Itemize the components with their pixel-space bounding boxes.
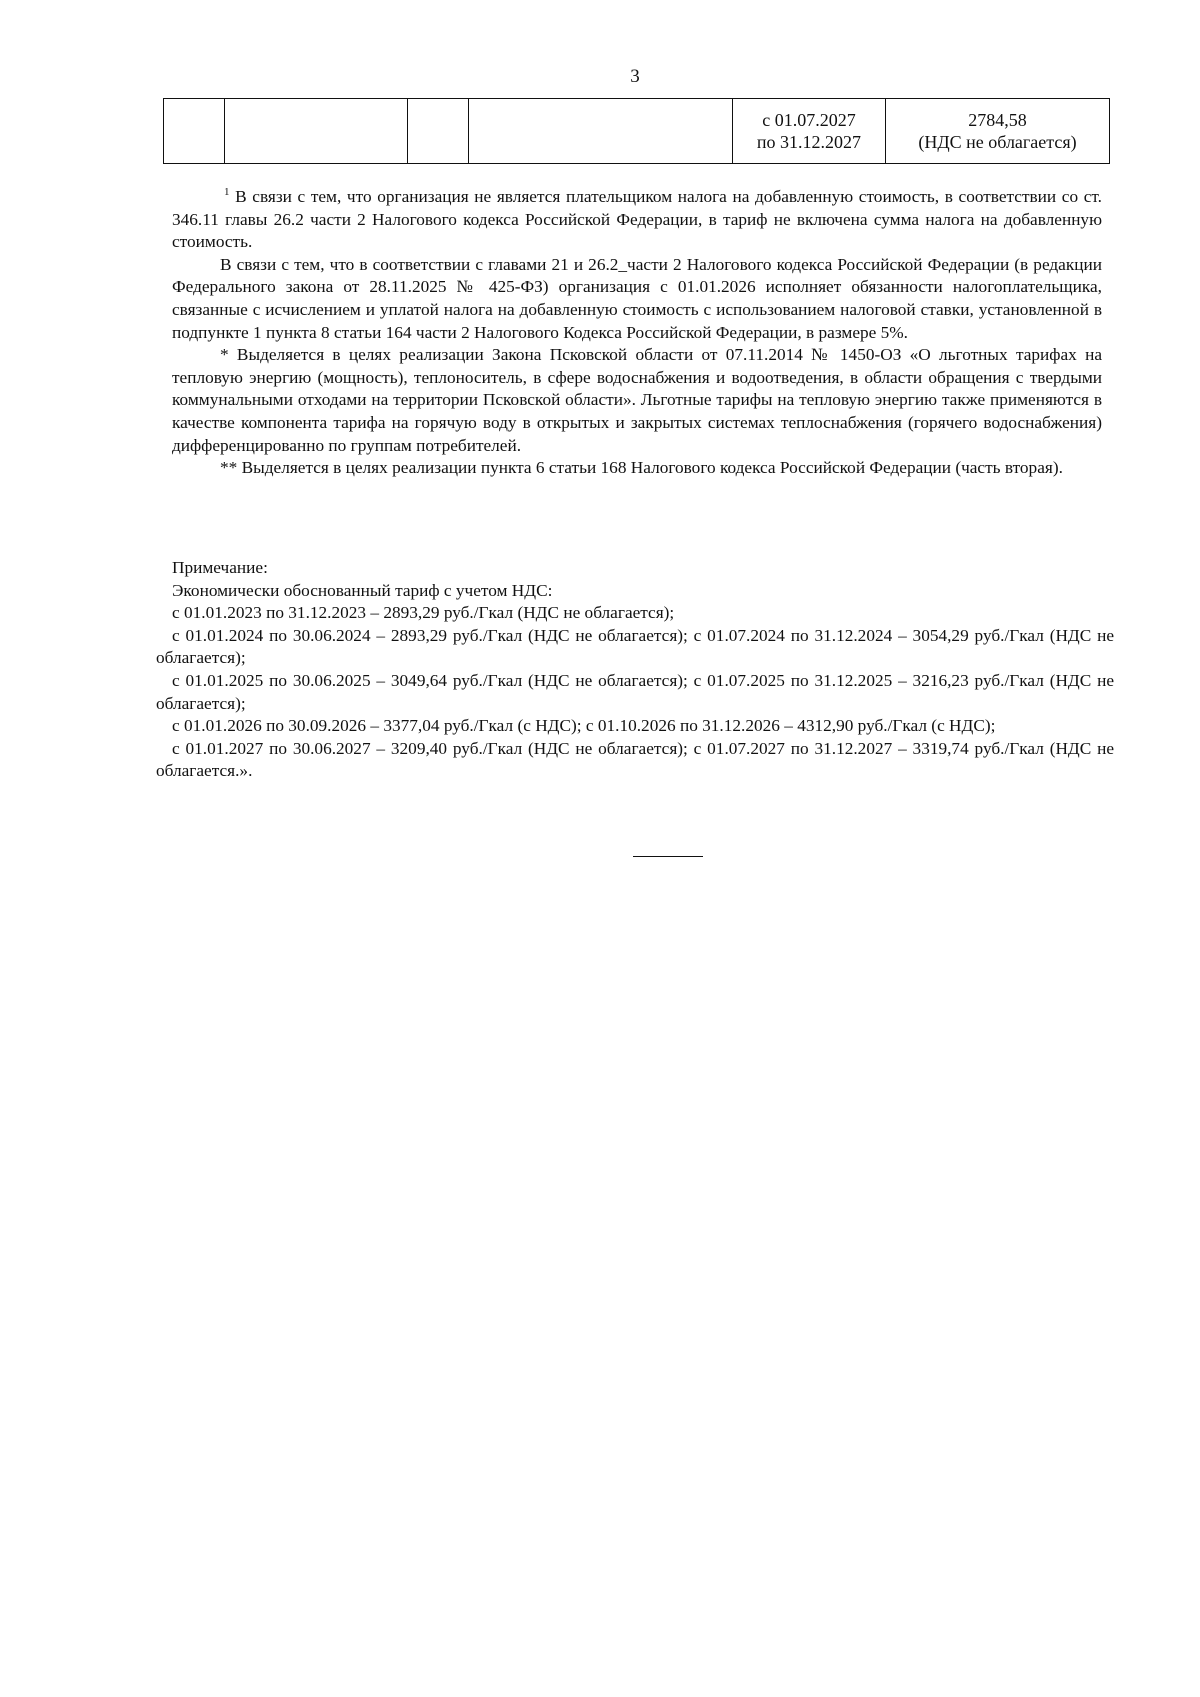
footnote-star-2: ** Выделяется в целях реализации пункта 6 статьи 168 Налогового кодекса Российской Федерации (часть вторая). <box>220 458 1063 478</box>
page-number: 3 <box>630 66 640 87</box>
notes-line-2: с 01.01.2024 по 30.06.2024 – 2893,29 руб./Гкал (НДС не облагается); с 01.07.2024 по 31.12.2024 – 3054,29 руб./Гкал (НДС не облагается); <box>156 625 1114 668</box>
footnote-star-1: * Выделяется в целях реализации Закона Псковской области от 07.11.2014 № 1450-ОЗ «О льготных тарифах на тепловую энергию (мощность), теплоноситель, в сфере водоснабжения и водоотведения, в области обращения с твердыми коммунальными отходами на территории Псковской области». Льготные тарифы на тепловую энергию также применяются в качестве компонента тарифа на горячую воду в открытых и закрытых системах теплоснабжения (горячего водоснабжения) дифференцированно по группам потребителей. <box>172 345 1102 455</box>
table-cell-empty-3 <box>408 99 469 164</box>
table-cell-empty-4 <box>469 99 733 164</box>
notes-heading: Примечание: <box>172 558 268 577</box>
notes <box>156 557 1114 783</box>
notes-line-5: с 01.01.2027 по 30.06.2027 – 3209,40 руб./Гкал (НДС не облагается); с 01.07.2027 по 31.12.2027 – 3319,74 руб./Гкал (НДС не облагается.». <box>156 738 1114 781</box>
footnote-1-text: В связи с тем, что организация не является плательщиком налога на добавленную стоимость, в соответствии со ст. 346.11 главы 26.2 части 2 Налогового кодекса Российской Федерации, в тариф не включена сумма налога на добавленную стоимость. <box>172 187 1102 252</box>
table-cell-period <box>733 99 886 164</box>
table-row <box>164 99 1110 164</box>
tariff-value: 2784,58 <box>968 110 1027 130</box>
period-from: с 01.07.2027 <box>762 110 856 130</box>
notes-line-1: с 01.01.2023 по 31.12.2023 – 2893,29 руб./Гкал (НДС не облагается); <box>172 603 675 623</box>
period-to: по 31.12.2027 <box>756 132 862 152</box>
table-cell-empty-2 <box>225 99 408 164</box>
notes-subheading: Экономически обоснованный тариф с учетом НДС: <box>172 580 553 600</box>
notes-line-3: с 01.01.2025 по 30.06.2025 – 3049,64 руб./Гкал (НДС не облагается); с 01.07.2025 по 31.12.2025 – 3216,23 руб./Гкал (НДС не облагается); <box>156 670 1114 713</box>
notes-line-4: с 01.01.2026 по 30.09.2026 – 3377,04 руб./Гкал (с НДС); с 01.10.2026 по 31.12.2026 – 4312,90 руб./Гкал (с НДС); <box>172 716 996 736</box>
footnote-1 <box>172 186 1102 254</box>
footnote-2: В связи с тем, что в соответствии с главами 21 и 26.2_части 2 Налогового кодекса Российской Федерации (в редакции Федерального закона от 28.11.2025 № 425-ФЗ) организация с 01.01.2026 исполняет обязанности налогоплательщика, связанные с исчислением и уплатой налога на добавленную стоимость с использованием налоговой ставки, установленной в подпункте 1 пункта 8 статьи 164 части 2 Налогового Кодекса Российской Федерации, в размере 5%. <box>172 254 1102 342</box>
tariff-table <box>163 98 1110 164</box>
table-cell-empty-1 <box>164 99 225 164</box>
footnotes <box>172 186 1102 480</box>
table-cell-value <box>886 99 1110 164</box>
footnote-marker: 1 <box>224 186 230 199</box>
end-divider <box>633 856 703 857</box>
vat-note: (НДС не облагается) <box>918 132 1077 152</box>
